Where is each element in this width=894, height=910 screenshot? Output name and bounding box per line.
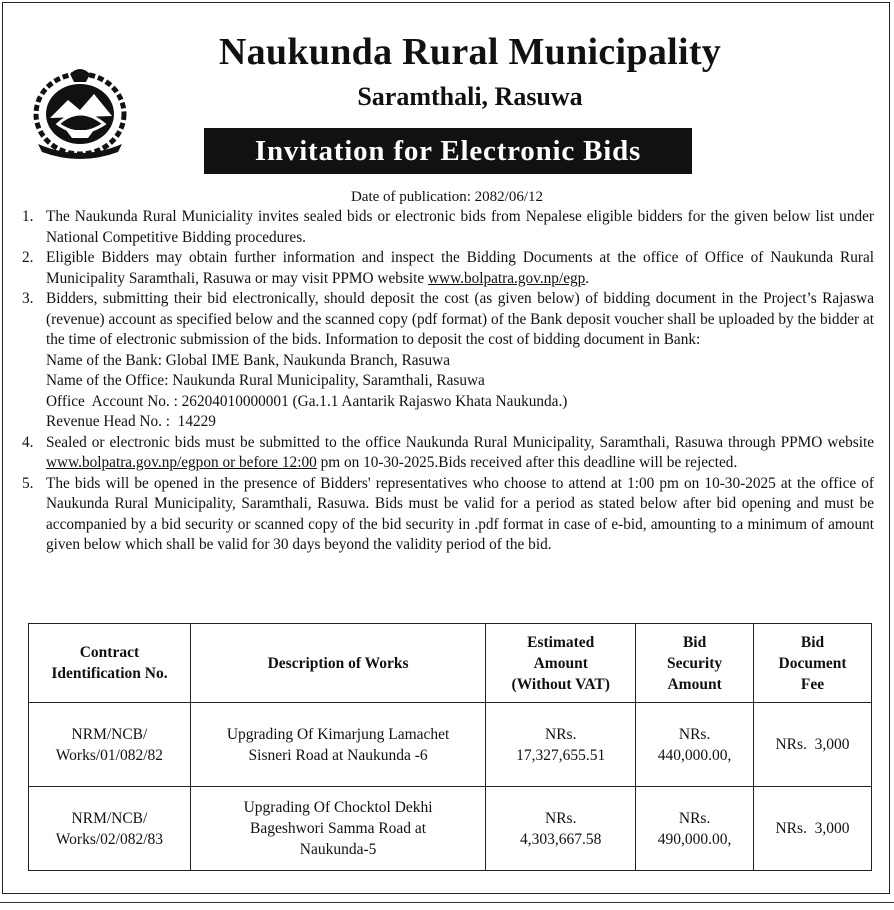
fee-cell: NRs. 3,000 bbox=[754, 787, 872, 871]
item-text bbox=[46, 248, 874, 289]
item-text-part: Sealed or electronic bids must be submitted to the office Naukunda Rural Municipality, Saramthali, Rasuwa through PPMO website bbox=[46, 433, 874, 451]
contract-id-cell: NRM/NCB/ Works/01/082/82 bbox=[29, 703, 191, 787]
municipality-location: Saramthali, Rasuwa bbox=[357, 82, 583, 111]
table-row bbox=[29, 703, 872, 787]
header-contract-id: Contract Identification No. bbox=[29, 624, 191, 703]
item-number: 2. bbox=[22, 249, 34, 266]
item-number: 3. bbox=[22, 290, 34, 307]
nepal-government-emblem-icon bbox=[28, 60, 132, 160]
item-number: 5. bbox=[22, 474, 34, 492]
notice-item-3 bbox=[22, 289, 874, 351]
item-text bbox=[46, 433, 874, 474]
bid-table bbox=[28, 623, 872, 871]
office-name: Name of the Office: Naukunda Rural Municipality, Saramthali, Rasuwa bbox=[46, 372, 485, 389]
invitation-banner: Invitation for Electronic Bids bbox=[204, 128, 692, 174]
security-cell: NRs. 440,000.00, bbox=[636, 703, 754, 787]
fee-cell: NRs. 3,000 bbox=[754, 703, 872, 787]
bank-name: Name of the Bank: Global IME Bank, Naukunda Branch, Rasuwa bbox=[46, 351, 450, 369]
security-cell: NRs. 490,000.00, bbox=[636, 787, 754, 871]
revenue-head-no: Revenue Head No. : 14229 bbox=[46, 413, 216, 430]
notice-item-2 bbox=[22, 248, 874, 289]
notice-item-5 bbox=[22, 474, 874, 556]
office-account-no: Office Account No. : 26204010000001 (Ga.1.1 Aantarik Rajaswo Khata Naukunda.) bbox=[46, 392, 568, 410]
notice-body bbox=[22, 207, 874, 556]
header-document-fee: Bid Document Fee bbox=[754, 624, 872, 703]
estimate-cell: NRs. 17,327,655.51 bbox=[486, 703, 636, 787]
item-text: The bids will be opened in the presence of Bidders' representatives who choose to attend at 1:00 pm on 10-30-2025 at the office of Naukunda Rural Municipality, Saramthali, Rasuwa. Bids must be valid for a period as stated below after bid opening and must be accompanied by a bid security or scanned copy of the bid security in .pdf format in case of e-bid, amounting to a minimum of amount given below which shall be valid for 30 days beyond the validity period of the bid. bbox=[46, 474, 874, 553]
item-text: The Naukunda Rural Municiality invites sealed bids or electronic bids from Nepalese eligible bidders for the given below list under National Competitive Bidding procedures. bbox=[46, 208, 874, 246]
item-text: Bidders, submitting their bid electronically, should deposit the cost (as given below) of bidding document in the Project’s Rajaswa (revenue) account as specified below and the scanned copy (pdf format) of the Bank deposit voucher shall be uploaded by the bidder at the time of electronic submission of the bids. Information to deposit the cost of bidding document in Bank: bbox=[46, 290, 874, 348]
municipality-title: Naukunda Rural Municipality bbox=[218, 31, 722, 73]
notice-item-1 bbox=[22, 207, 874, 248]
item-number: 1. bbox=[22, 208, 34, 225]
header-estimated-amount: Estimated Amount (Without VAT) bbox=[486, 624, 636, 703]
estimate-cell: NRs. 4,303,667.58 bbox=[486, 787, 636, 871]
item-number: 4. bbox=[22, 433, 34, 451]
notice-item-4 bbox=[22, 433, 874, 474]
description-cell: Upgrading Of Chocktol Dekhi Bageshwori Samma Road at Naukunda-5 bbox=[190, 787, 485, 871]
item-text-part: . bbox=[585, 269, 590, 287]
table-header-row bbox=[29, 624, 872, 703]
header-bid-security: Bid Security Amount bbox=[636, 624, 754, 703]
item-text-part: Eligible Bidders may obtain further information and inspect the Bidding Documents at the office of Office of Naukunda Rural Municipality Saramthali, Rasuwa or may visit PPMO website bbox=[46, 249, 874, 287]
bottom-divider bbox=[0, 902, 894, 903]
header-description: Description of Works bbox=[190, 624, 485, 703]
ppmo-website-link[interactable]: www.bolpatra.gov.np/egp bbox=[427, 269, 586, 287]
publication-date: Date of publication: 2082/06/12 bbox=[350, 189, 544, 205]
ppmo-egp-link[interactable]: www.bolpatra.gov.np/egpon or before 12:00 bbox=[46, 454, 317, 471]
contract-id-cell: NRM/NCB/ Works/02/082/83 bbox=[29, 787, 191, 871]
description-cell: Upgrading Of Kimarjung Lamachet Sisneri Road at Naukunda -6 bbox=[190, 703, 485, 787]
item-text-part: pm on 10-30-2025.Bids received after this deadline will be rejected. bbox=[316, 454, 738, 471]
table-row bbox=[29, 787, 872, 871]
